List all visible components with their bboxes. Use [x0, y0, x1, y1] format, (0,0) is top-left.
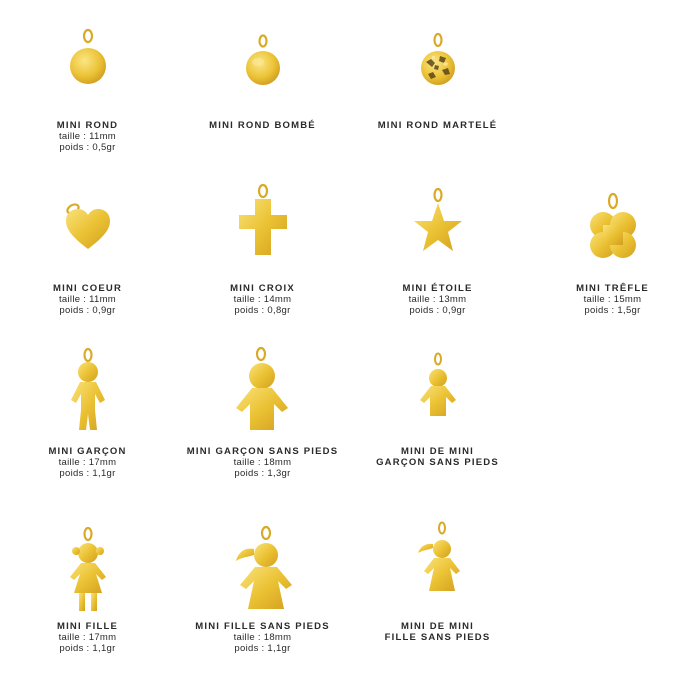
product-weight: poids : 1,1gr: [234, 643, 291, 654]
product-name: MINI CROIX: [230, 283, 295, 294]
product-card-mini-fille-sans-pieds[interactable]: [175, 515, 350, 690]
product-name: MINI ROND: [56, 120, 119, 131]
product-name: MINI ÉTOILE: [402, 283, 473, 294]
product-name: MINI GARÇON SANS PIEDS: [186, 446, 339, 457]
product-card-mini-rond-martele[interactable]: [350, 0, 525, 175]
product-size: taille : 13mm: [408, 294, 467, 305]
mini-fille-sans-pieds-charm-icon: [228, 525, 298, 611]
mini-garcon-sans-pieds-charm-icon: [230, 346, 296, 432]
product-weight: poids : 0,9gr: [59, 305, 116, 316]
product-weight: poids : 1,3gr: [234, 468, 291, 479]
product-size: taille : 11mm: [58, 131, 117, 142]
mini-rond-martele-charm-icon: [416, 32, 460, 90]
product-weight: poids : 1,1gr: [59, 468, 116, 479]
product-size: taille : 17mm: [58, 457, 117, 468]
product-weight: poids : 0,8gr: [234, 305, 291, 316]
product-name: MINI GARÇON: [48, 446, 127, 457]
product-card-mini-de-mini-fille[interactable]: [350, 515, 525, 690]
product-card-mini-garcon-sans-pieds[interactable]: [175, 340, 350, 515]
product-name: MINI COEUR: [53, 283, 122, 294]
mini-fille-charm-icon: [60, 527, 116, 615]
product-name: MINI ROND MARTELÉ: [377, 120, 498, 131]
product-weight: poids : 1,5gr: [584, 305, 641, 316]
mini-rond-bombe-charm-icon: [241, 34, 285, 90]
product-card-mini-de-mini-garcon[interactable]: [350, 340, 525, 515]
product-size: taille : 11mm: [58, 294, 117, 305]
product-size: taille : 18mm: [233, 457, 292, 468]
product-name: MINI FILLE: [56, 621, 119, 632]
mini-etoile-charm-icon: [410, 187, 466, 257]
product-card-mini-croix[interactable]: [175, 175, 350, 350]
product-name: MINI DE MINI FILLE SANS PIEDS: [384, 621, 491, 643]
product-size: taille : 14mm: [233, 294, 292, 305]
product-card-mini-coeur[interactable]: [0, 175, 175, 350]
product-size: taille : 18mm: [233, 632, 292, 643]
mini-coeur-charm-icon: [60, 197, 116, 253]
mini-trefle-charm-icon: [581, 191, 645, 271]
mini-croix-charm-icon: [233, 183, 293, 259]
product-weight: poids : 0,5gr: [59, 142, 116, 153]
mini-garcon-charm-icon: [63, 348, 113, 434]
product-name: MINI TRÊFLE: [576, 283, 649, 294]
product-card-mini-fille[interactable]: [0, 515, 175, 690]
mini-de-mini-fille-charm-icon: [410, 521, 466, 597]
product-card-mini-rond-bombe[interactable]: [175, 0, 350, 175]
product-card-mini-garcon[interactable]: [0, 340, 175, 515]
mini-rond-charm-icon: [66, 28, 110, 88]
mini-de-mini-garcon-charm-icon: [416, 352, 460, 422]
product-name: MINI ROND BOMBÉ: [209, 120, 316, 131]
product-name: MINI DE MINI GARÇON SANS PIEDS: [376, 446, 499, 468]
product-card-mini-trefle[interactable]: [525, 175, 700, 350]
product-card-mini-rond[interactable]: [0, 0, 175, 175]
product-size: taille : 15mm: [583, 294, 642, 305]
product-weight: poids : 1,1gr: [59, 643, 116, 654]
product-size: taille : 17mm: [58, 632, 117, 643]
product-weight: poids : 0,9gr: [409, 305, 466, 316]
product-name: MINI FILLE SANS PIEDS: [195, 621, 330, 632]
product-card-mini-etoile[interactable]: [350, 175, 525, 350]
